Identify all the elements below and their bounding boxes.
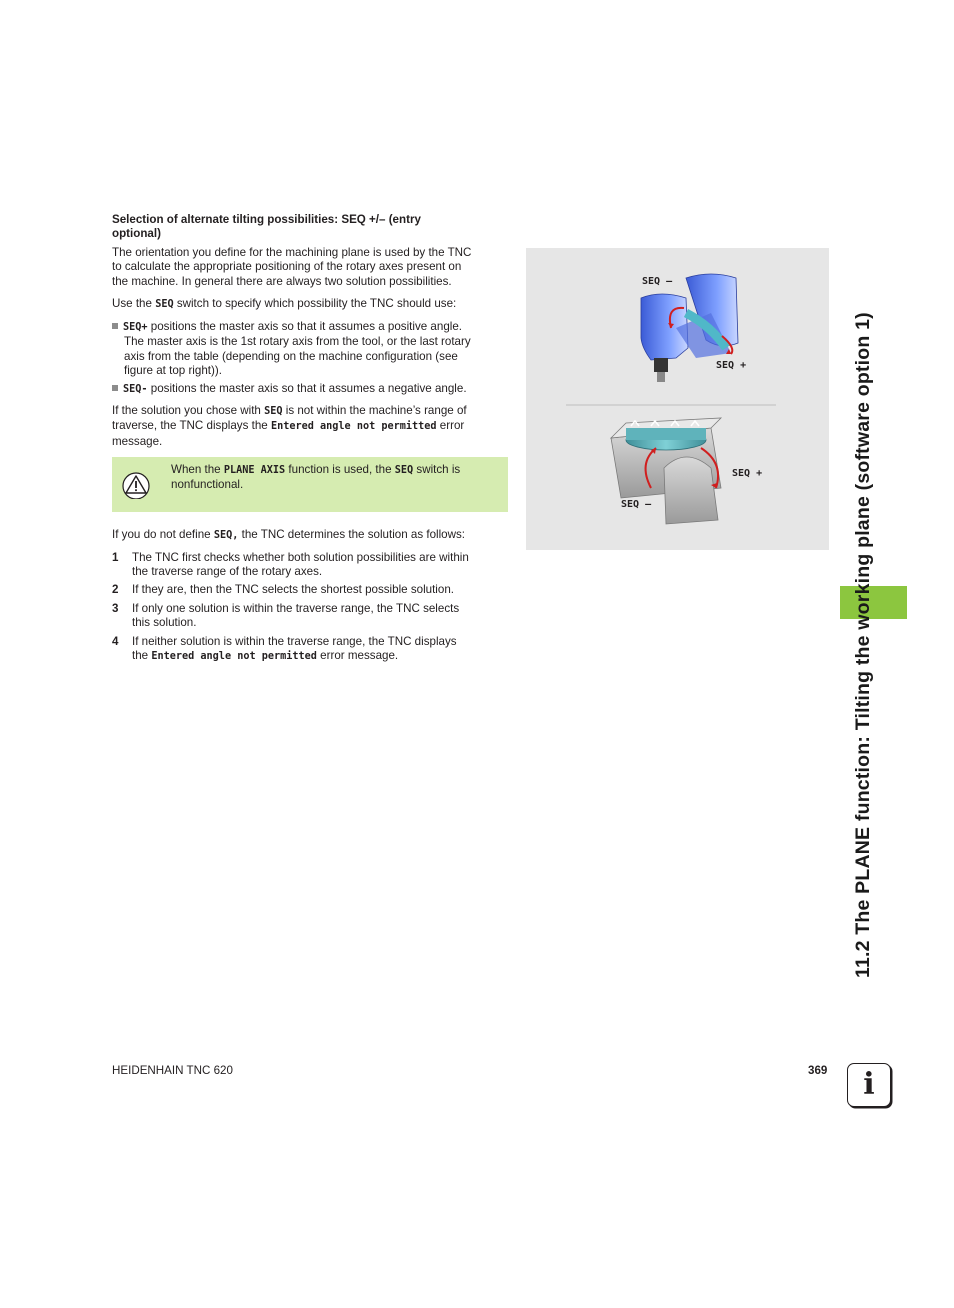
intro-paragraph: The orientation you define for the machining plane is used by the TNC to calculate the appropriate positioning of the rotary axes present on the machine. In general there are always two solution possibilities. [112, 246, 472, 288]
label-top-seq-minus: SEQ – [642, 276, 673, 287]
machine-diagram [526, 248, 829, 550]
label-bottom-seq-plus: SEQ + [732, 468, 763, 479]
label-bottom-seq-minus: SEQ – [621, 499, 652, 510]
section-heading: Selection of alternate tilting possibilities: SEQ +/– (entry optional) [112, 213, 421, 240]
step-3: 3 If only one solution is within the traverse range, the TNC selects this solution. [112, 602, 460, 630]
figure-seq-illustration [526, 248, 829, 550]
footer-product: HEIDENHAIN TNC 620 [112, 1064, 233, 1077]
undefined-seq-paragraph: If you do not define SEQ, the TNC determines the solution as follows: [112, 528, 466, 541]
step-4: 4 If neither solution is within the traverse range, the TNC displays the Entered angle not permitted error message. [112, 635, 457, 663]
warning-triangle-icon [121, 471, 151, 499]
label-top-seq-plus: SEQ + [716, 360, 747, 371]
page-number: 369 [808, 1064, 828, 1077]
side-chapter-title: 11.2 The PLANE function: Tilting the working plane (software option 1) [852, 312, 874, 978]
info-icon: i [847, 1063, 891, 1107]
bullet-seq-minus: SEQ- positions the master axis so that it assumes a negative angle. [112, 382, 467, 397]
bullet-seq-plus: SEQ+ positions the master axis so that it assumes a positive angle. The master axis is the 1st rotary axis from the tool, or the last rotary axis from the table (depending on the machine configuration (see figure at top right)). [112, 320, 512, 379]
warning-box: When the PLANE AXIS function is used, the SEQ switch is nonfunctional. [112, 457, 508, 512]
step-1: 1 The TNC first checks whether both solution possibilities are within the traverse range of the rotary axes. [112, 551, 469, 579]
step-2: 2 If they are, then the TNC selects the shortest possible solution. [112, 583, 455, 596]
bullet-square-icon [112, 323, 118, 329]
bullet-square-icon [112, 385, 118, 391]
use-seq-paragraph: Use the SEQ switch to specify which possibility the TNC should use: [112, 297, 457, 310]
solution-paragraph: If the solution you chose with SEQ is not within the machine’s range of traverse, the TNC displays the Entered angle not permitted error message. [112, 404, 467, 448]
